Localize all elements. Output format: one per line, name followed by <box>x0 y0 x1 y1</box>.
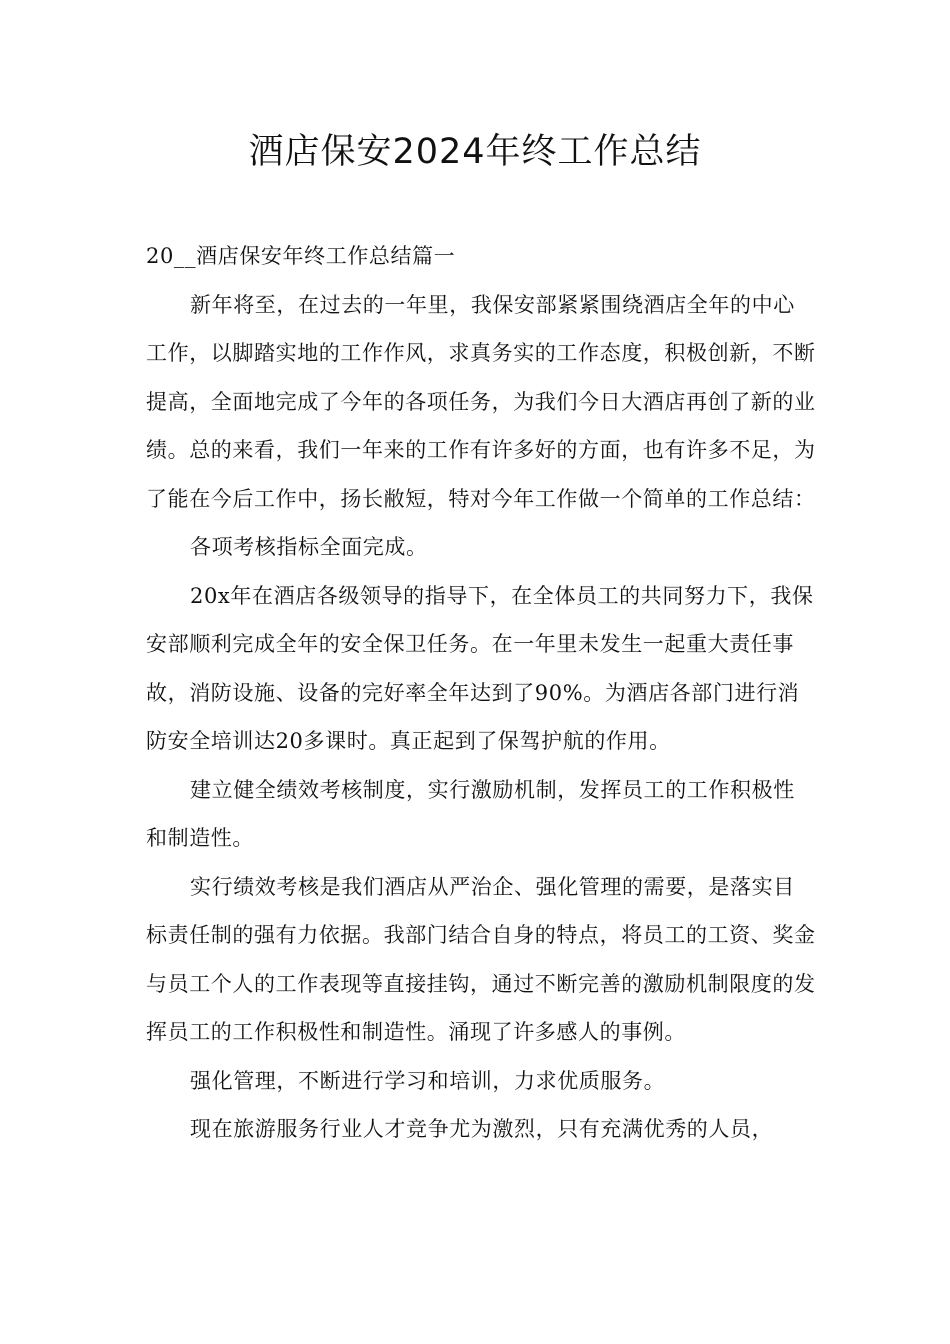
paragraph-assessment: 20x年在酒店各级领导的指导下，在全体员工的共同努力下，我保安部顺利完成全年的安全保卫任务。在一年里未发生一起重大责任事故，消防设施、设备的完好率全年达到了90%。为酒店各部门进行消防安全培训达20多课时。真正起到了保驾护航的作用。 <box>146 583 814 753</box>
paragraph-intro: 新年将至，在过去的一年里，我保安部紧紧围绕酒店全年的中心工作，以脚踏实地的工作作风，求真务实的工作态度，积极创新，不断提高，全面地完成了今年的各项任务，为我们今日大酒店再创了新的业绩。总的来看，我们一年来的工作有许多好的方面，也有许多不足，为了能在今后工作中，扬长敝短，特对今年工作做一个简单的工作总结： <box>146 292 816 511</box>
paragraph-subheading-2: 建立健全绩效考核制度，实行激励机制，发挥员工的工作积极性和制造性。 <box>146 777 795 850</box>
paragraph-subheading-1: 各项考核指标全面完成。 <box>190 535 428 559</box>
paragraph-performance: 实行绩效考核是我们酒店从严治企、强化管理的需要，是落实目标责任制的强有力依据。我部门结合自身的特点，将员工的工资、奖金与员工个人的工作表现等直接挂钩，通过不断完善的激励机制限度的发挥员工的工作积极性和制造性。涌现了许多感人的事例。 <box>146 874 816 1044</box>
paragraph-talent: 现在旅游服务行业人才竞争尤为激烈，只有充满优秀的人员， <box>190 1117 774 1141</box>
document-body <box>146 232 816 1154</box>
paragraph-subheading-3: 强化管理，不断进行学习和培训，力求优质服务。 <box>190 1068 666 1093</box>
section-heading: 20__酒店保安年终工作总结篇一 <box>146 244 456 268</box>
document-title: 酒店保安2024年终工作总结 <box>248 132 702 172</box>
